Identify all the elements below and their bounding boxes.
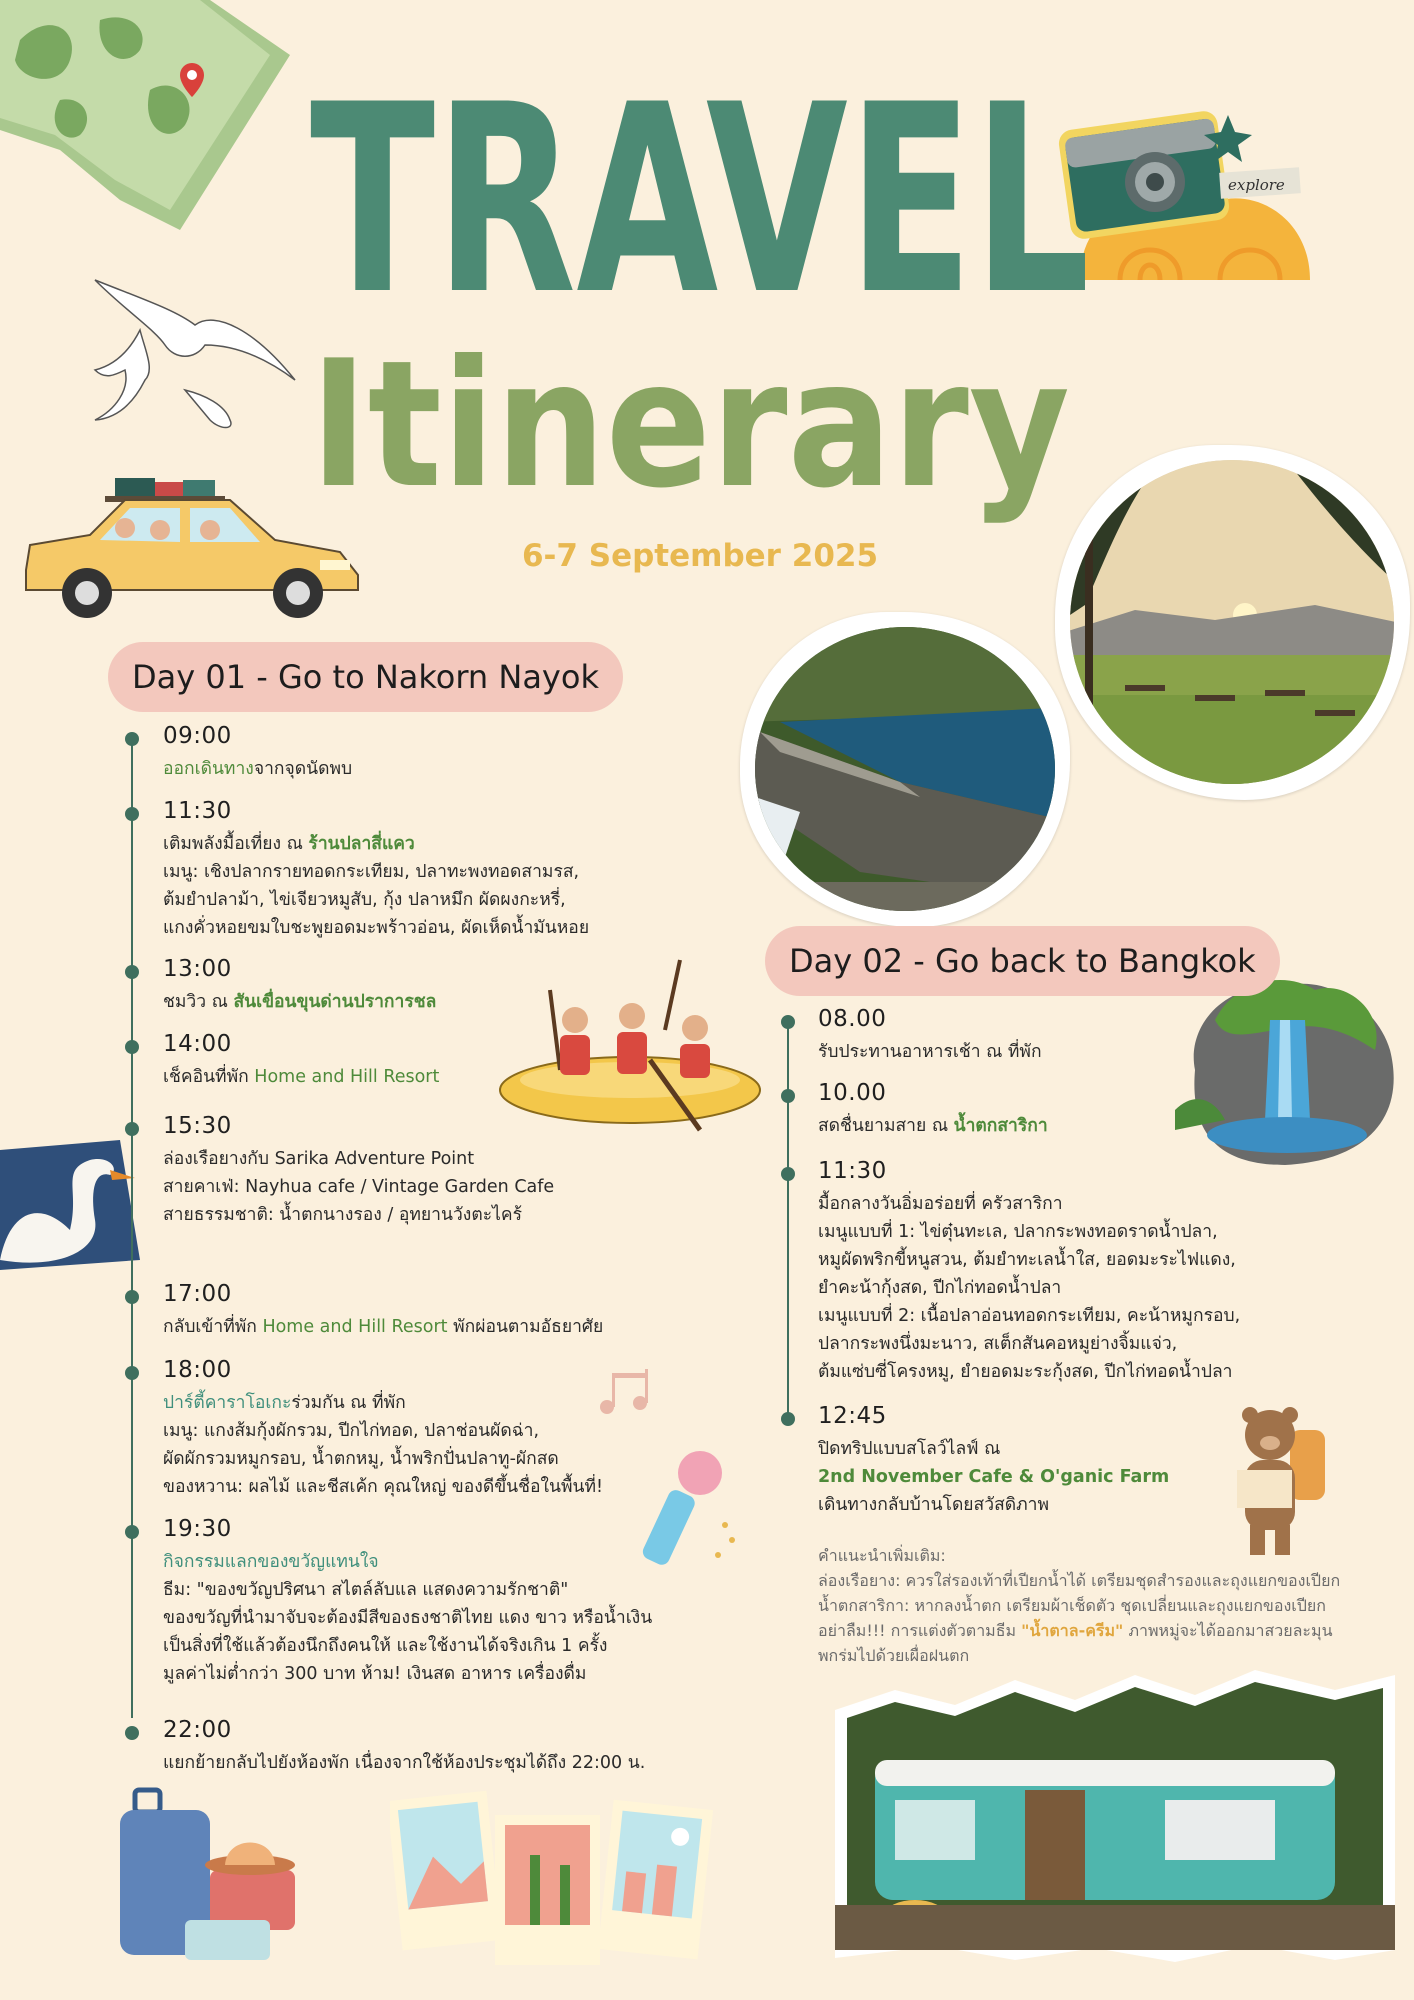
- entry-line: [163, 1417, 603, 1445]
- entry-line: [163, 988, 436, 1016]
- entry-line: [163, 1660, 652, 1688]
- text-segment: ปลากระพงนึ่งมะนาว, สเต็กสันคอหมูย่างจิ้มแจ่ว,: [818, 1334, 1178, 1354]
- timeline-entry: [163, 798, 589, 942]
- day1-timeline: [131, 738, 133, 1718]
- timeline-entry: [163, 1281, 603, 1341]
- entry-time: 13:00: [163, 956, 232, 982]
- text-segment: เป็นสิ่งที่ใช้แล้วต้องนึกถึงคนให้ และใช้งานได้จริงเกิน 1 ครั้ง: [163, 1636, 608, 1656]
- bear-illustration: [1225, 1405, 1335, 1560]
- tip-line: [818, 1568, 1340, 1593]
- entry-time: 18:00: [163, 1357, 232, 1383]
- text-segment: เมนูแบบที่ 2: เนื้อปลาอ่อนทอดกระเทียม, คะน้าหมูกรอบ,: [818, 1306, 1241, 1326]
- timeline-entry: [163, 1113, 554, 1229]
- entry-line: [818, 1218, 1240, 1246]
- text-segment: หมูผัดพริกขี้หนูสวน, ต้มยำทะเลน้ำใส, ยอดมะระไฟแดง,: [818, 1250, 1236, 1270]
- text-segment: อย่าลืม!!! การแต่งตัวตามธีม: [818, 1621, 1022, 1640]
- title-itinerary: [300, 300, 1080, 530]
- dam-photo: [740, 612, 1070, 927]
- text-segment: เมนู: แกงส้มกุ้งผักรวม, ปีกไก่ทอด, ปลาช่อนผัดฉ่า,: [163, 1421, 540, 1441]
- entry-line: [818, 1302, 1240, 1330]
- entry-line: [163, 755, 352, 783]
- text-segment: ยำคะน้ากุ้งสด, ปีกไก่ทอดน้ำปลา: [818, 1278, 1062, 1298]
- entry-line: [163, 1063, 439, 1091]
- text-segment: เมนูแบบที่ 1: ไข่ตุ๋นทะเล, ปลากระพงทอดราดน้ำปลา,: [818, 1222, 1218, 1242]
- swan-illustration: [0, 1130, 150, 1280]
- tip-line: [818, 1643, 1340, 1668]
- timeline-entry: [818, 1006, 1042, 1066]
- entry-line: [818, 1112, 1048, 1140]
- text-segment: ร้านปลาสี่แคว: [308, 834, 415, 854]
- text-segment: พักผ่อนตามอัธยาศัย: [447, 1317, 604, 1337]
- timeline-dot: [125, 1525, 139, 1539]
- timeline-dot: [125, 807, 139, 821]
- text-segment: คำแนะนำเพิ่มเติม:: [818, 1546, 946, 1565]
- timeline-dot: [125, 965, 139, 979]
- timeline-dot: [125, 1122, 139, 1136]
- timeline-dot: [125, 732, 139, 746]
- text-segment: สายธรรมชาติ: น้ำตกนางรอง / อุทยานวังตะไคร้: [163, 1205, 522, 1225]
- timeline-dot: [781, 1015, 795, 1029]
- timeline-dot: [781, 1167, 795, 1181]
- travel-tips: [818, 1543, 1340, 1668]
- entry-time: 22:00: [163, 1717, 232, 1743]
- timeline-dot: [781, 1412, 795, 1426]
- tip-line: [818, 1618, 1340, 1643]
- timeline-dot: [125, 1366, 139, 1380]
- text-segment: เดินทางกลับบ้านโดยสวัสดิภาพ: [818, 1495, 1050, 1515]
- timeline-entry: [163, 1357, 603, 1501]
- text-segment: เมนู: เชิงปลากรายทอดกระเทียม, ปลาทะพงทอดสามรส,: [163, 862, 580, 882]
- tip-line: [818, 1593, 1340, 1618]
- entry-line: [818, 1435, 1169, 1463]
- timeline-entry: [163, 956, 436, 1016]
- entry-line: [818, 1491, 1169, 1519]
- entry-line: [163, 1473, 603, 1501]
- entry-line: [163, 1604, 652, 1632]
- text-segment: ร่วมกัน ณ ที่พัก: [291, 1393, 406, 1413]
- entry-line: [163, 886, 589, 914]
- timeline-dot: [125, 1726, 139, 1740]
- text-segment: แกงคั่วหอยขมใบชะพูยอดมะพร้าวอ่อน, ผัดเห็ดน้ำมันหอย: [163, 918, 590, 938]
- day2-header: Day 02 - Go back to Bangkok: [765, 926, 1280, 996]
- text-segment: สายคาเฟ่: Nayhua cafe / Vintage Garden Cafe: [163, 1177, 555, 1197]
- text-segment: ล่องเรือยางกับ Sarika Adventure Point: [163, 1149, 475, 1169]
- text-segment: เติมพลังมื้อเที่ยง ณ: [163, 834, 309, 854]
- timeline-dot: [781, 1089, 795, 1103]
- luggage-illustration: [115, 1780, 315, 1965]
- microphone-icon: [640, 1445, 740, 1575]
- text-segment: น้ำตกสาริกา: หากลงน้ำตก เตรียมผ้าเช็ดตัว ชุดเปลี่ยนและถุงแยกของเปียก: [818, 1596, 1326, 1615]
- text-segment: Home and Hill Resort: [254, 1067, 440, 1087]
- text-segment: เช็คอินที่พัก: [163, 1067, 255, 1087]
- text-segment: สันเขื่อนขุนด่านปราการชล: [233, 992, 437, 1012]
- text-segment: ของขวัญที่นำมาจับจะต้องมีสีของธงชาติไทย แดง ขาว หรือน้ำเงิน: [163, 1608, 653, 1628]
- text-segment: แยกย้ายกลับไปยังห้องพัก เนื่องจากใช้ห้องประชุมได้ถึง 22:00 น.: [163, 1753, 646, 1773]
- timeline-entry: [818, 1158, 1240, 1386]
- entry-line: [163, 1389, 603, 1417]
- sunset-photo: [1055, 445, 1410, 800]
- text-segment: ปาร์ตี้คาราโอเกะ: [163, 1393, 292, 1413]
- entry-line: [818, 1330, 1240, 1358]
- text-segment: กิจกรรมแลกของขวัญแทนใจ: [163, 1552, 379, 1572]
- trip-date: 6-7 September 2025: [521, 538, 879, 574]
- title-itinerary-text: Itinerary: [310, 324, 1070, 527]
- entry-line: [163, 1749, 645, 1777]
- entry-line: [818, 1274, 1240, 1302]
- seagulls-illustration: [85, 270, 305, 460]
- text-segment: มูลค่าไม่ต่ำกว่า 300 บาท ห้าม! เงินสด อาหาร เครื่องดื่ม: [163, 1664, 587, 1684]
- timeline-entry: [163, 723, 352, 783]
- entry-line: [163, 830, 589, 858]
- text-segment: มื้อกลางวันอิ่มอร่อยที่ ครัวสาริกา: [818, 1194, 1063, 1214]
- entry-time: 15:30: [163, 1113, 232, 1139]
- entry-time: 09:00: [163, 723, 232, 749]
- polaroids-illustration: [390, 1775, 720, 1975]
- timeline-dot: [125, 1040, 139, 1054]
- text-segment: ออกเดินทาง: [163, 759, 254, 779]
- text-segment: 2nd November Cafe & O'ganic Farm: [818, 1467, 1170, 1487]
- explore-tag: explore: [1228, 176, 1285, 194]
- entry-time: 10.00: [818, 1080, 887, 1106]
- entry-line: [818, 1190, 1240, 1218]
- music-notes-icon: [595, 1365, 675, 1420]
- entry-line: [818, 1358, 1240, 1386]
- text-segment: ธีม: "ของขวัญปริศนา สไตล์ลับแล แสดงความรักชาติ": [163, 1580, 569, 1600]
- text-segment: ต้มแซ่บซี่โครงหมู, ยำยอดมะระกุ้งสด, ปีกไก่ทอดน้ำปลา: [818, 1362, 1233, 1382]
- day1-header: Day 01 - Go to Nakorn Nayok: [108, 642, 623, 712]
- text-segment: "น้ำตาล-ครีม": [1021, 1621, 1124, 1640]
- entry-line: [163, 1313, 603, 1341]
- entry-time: 11:30: [163, 798, 232, 824]
- timeline-entry: [163, 1717, 645, 1777]
- entry-line: [818, 1246, 1240, 1274]
- entry-time: 08.00: [818, 1006, 887, 1032]
- text-segment: สดชื่นยามสาย ณ: [818, 1116, 954, 1136]
- entry-time: 11:30: [818, 1158, 887, 1184]
- title-travel-text: TRAVEL: [310, 50, 1090, 350]
- text-segment: ต้มยำปลาม้า, ไข่เจียวหมูสับ, กุ้ง ปลาหมึก ผัดผงกะหรี่,: [163, 890, 566, 910]
- entry-time: 17:00: [163, 1281, 232, 1307]
- rafting-illustration: [490, 950, 770, 1140]
- entry-line: [163, 1548, 652, 1576]
- text-segment: ชมวิว ณ: [163, 992, 234, 1012]
- text-segment: พกร่มไปด้วยเผื่อฝนตก: [818, 1646, 970, 1665]
- text-segment: Home and Hill Resort: [262, 1317, 448, 1337]
- timeline-entry: [818, 1403, 1169, 1519]
- tip-line: [818, 1543, 1340, 1568]
- entry-line: [163, 1173, 554, 1201]
- entry-line: [163, 1576, 652, 1604]
- entry-line: [818, 1463, 1169, 1491]
- entry-line: [163, 1445, 603, 1473]
- entry-line: [163, 914, 589, 942]
- text-segment: ปิดทริปแบบสโลว์ไลฟ์ ณ: [818, 1439, 1001, 1459]
- entry-line: [163, 1632, 652, 1660]
- text-segment: ภาพหมู่จะได้ออกมาสวยละมุน: [1123, 1621, 1333, 1640]
- text-segment: กลับเข้าที่พัก: [163, 1317, 263, 1337]
- entry-time: 19:30: [163, 1516, 232, 1542]
- campervan-photo: [835, 1650, 1395, 1965]
- text-segment: น้ำตกสาริกา: [953, 1116, 1048, 1136]
- entry-line: [163, 858, 589, 886]
- timeline-dot: [125, 1290, 139, 1304]
- entry-time: 12:45: [818, 1403, 887, 1429]
- entry-time: 14:00: [163, 1031, 232, 1057]
- entry-line: [163, 1201, 554, 1229]
- day2-timeline: [787, 1022, 789, 1417]
- text-segment: ของหวาน: ผลไม้ และชีสเค้ก คุณใหญ่ ของดีขึ้นชื่อในพื้นที่!: [163, 1477, 604, 1497]
- timeline-entry: [818, 1080, 1048, 1140]
- timeline-entry: [163, 1516, 652, 1688]
- map-illustration: [0, 0, 300, 250]
- text-segment: จากจุดนัดพบ: [253, 759, 353, 779]
- text-segment: รับประทานอาหารเช้า ณ ที่พัก: [818, 1042, 1042, 1062]
- timeline-entry: [163, 1031, 439, 1091]
- entry-line: [818, 1038, 1042, 1066]
- text-segment: ผัดผักรวมหมูกรอบ, น้ำตกหมู, น้ำพริกปั่นปลาทู-ผักสด: [163, 1449, 559, 1469]
- entry-line: [163, 1145, 554, 1173]
- text-segment: ล่องเรือยาง: ควรใส่รองเท้าที่เปียกน้ำได้ เตรียมชุดสำรองและถุงแยกของเปียก: [818, 1571, 1341, 1590]
